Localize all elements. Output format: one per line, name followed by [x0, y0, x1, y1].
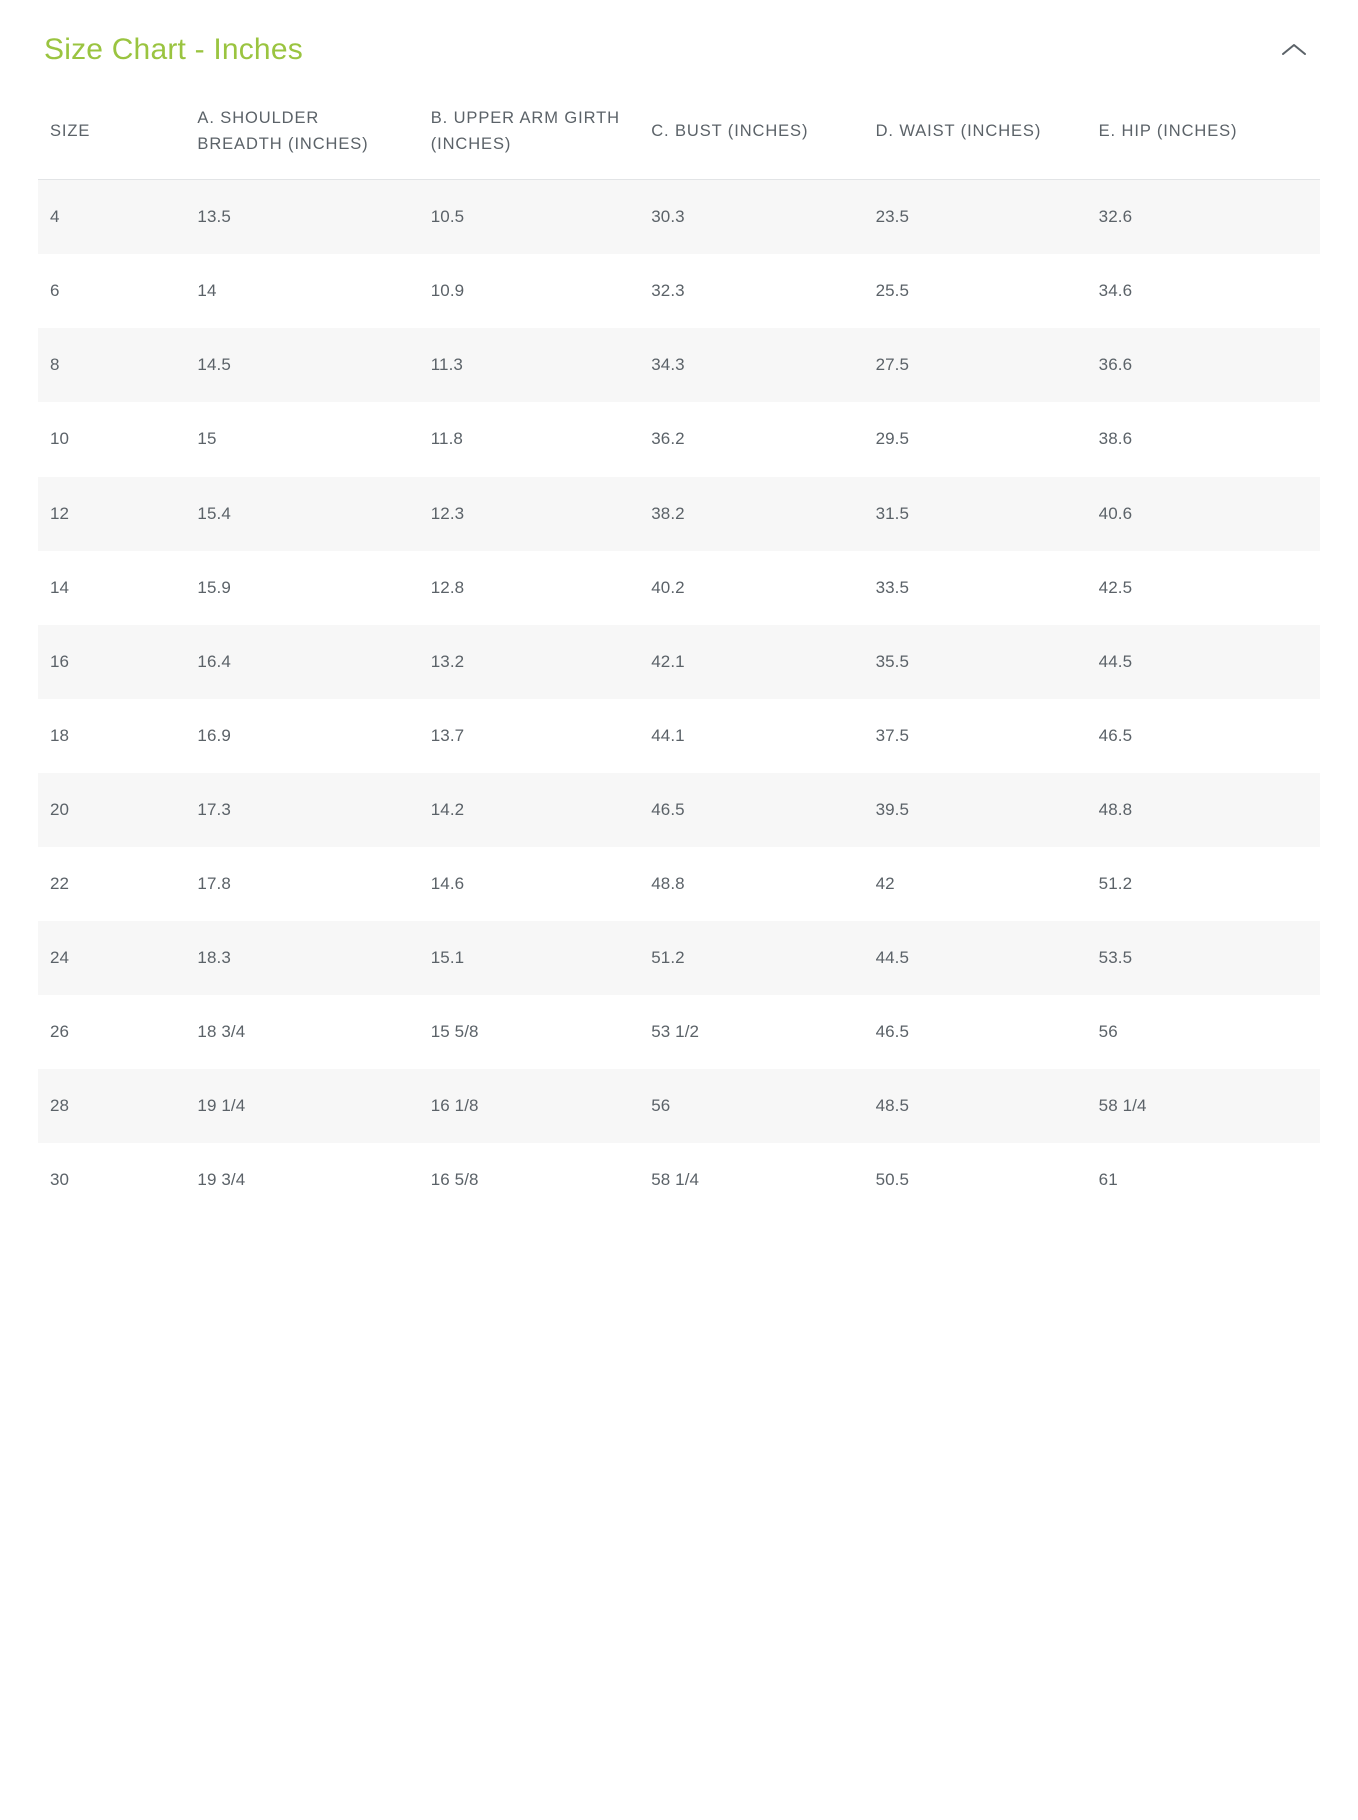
cell-waist: 27.5: [875, 355, 910, 375]
cell-waist: 35.5: [875, 651, 910, 671]
cell-waist: 50.5: [875, 1170, 910, 1190]
cell-waist: 39.5: [875, 799, 910, 819]
cell-shoulder: 17.8: [197, 873, 231, 893]
size-chart-table-wrapper: [28, 96, 1330, 1217]
size-chart-table: [38, 96, 1320, 1217]
cell-waist: 44.5: [875, 948, 910, 968]
cell-arm: 16 5/8: [430, 1170, 479, 1190]
cell-size: 22: [50, 873, 70, 893]
cell-bust: 32.3: [651, 281, 685, 301]
table-row: [38, 773, 1320, 847]
cell-arm: 11.8: [430, 429, 463, 449]
cell-shoulder: 14.5: [197, 355, 231, 375]
cell-size: 24: [50, 948, 70, 968]
cell-waist: 25.5: [875, 281, 910, 301]
cell-waist: 42: [875, 873, 895, 893]
cell-hip: 56: [1098, 1022, 1118, 1042]
cell-size: 18: [50, 725, 70, 745]
page-title: Size Chart - Inches: [44, 33, 303, 66]
cell-size: 10: [50, 429, 70, 449]
cell-shoulder: 17.3: [197, 799, 231, 819]
cell-arm: 14.6: [430, 873, 465, 893]
cell-hip: 40.6: [1098, 503, 1133, 523]
cell-arm: 16 1/8: [430, 1096, 479, 1116]
cell-arm: 12.8: [430, 577, 465, 597]
table-row: [38, 847, 1320, 921]
table-row: [38, 699, 1320, 773]
cell-hip: 44.5: [1098, 651, 1133, 671]
column-header-waist: D. WAIST (INCHES): [864, 96, 1087, 180]
cell-arm: 15 5/8: [430, 1022, 479, 1042]
cell-bust: 42.1: [651, 651, 685, 671]
cell-bust: 53 1/2: [651, 1022, 700, 1042]
cell-bust: 44.1: [651, 725, 685, 745]
cell-bust: 30.3: [651, 207, 685, 227]
cell-waist: 33.5: [875, 577, 910, 597]
cell-size: 12: [50, 503, 70, 523]
cell-hip: 51.2: [1098, 873, 1133, 893]
cell-arm: 12.3: [430, 503, 465, 523]
table-body: [38, 180, 1320, 1218]
cell-hip: 42.5: [1098, 577, 1133, 597]
cell-hip: 34.6: [1098, 281, 1133, 301]
cell-size: 16: [50, 651, 70, 671]
cell-size: 28: [50, 1096, 70, 1116]
cell-hip: 32.6: [1098, 207, 1133, 227]
column-header-arm: B. UPPER ARM GIRTH (INCHES): [419, 96, 640, 180]
cell-hip: 48.8: [1098, 799, 1133, 819]
cell-bust: 40.2: [651, 577, 685, 597]
cell-arm: 13.2: [430, 651, 465, 671]
table-row: [38, 995, 1320, 1069]
cell-bust: 46.5: [651, 799, 685, 819]
cell-size: 4: [50, 207, 60, 227]
cell-arm: 10.9: [430, 281, 465, 301]
cell-waist: 23.5: [875, 207, 910, 227]
cell-size: 14: [50, 577, 70, 597]
cell-waist: 37.5: [875, 725, 910, 745]
cell-hip: 58 1/4: [1098, 1096, 1147, 1116]
cell-shoulder: 19 3/4: [197, 1170, 246, 1190]
table-row: [38, 625, 1320, 699]
cell-hip: 53.5: [1098, 948, 1133, 968]
cell-waist: 29.5: [875, 429, 910, 449]
cell-waist: 31.5: [875, 503, 910, 523]
cell-waist: 46.5: [875, 1022, 910, 1042]
table-row: [38, 328, 1320, 402]
cell-shoulder: 19 1/4: [197, 1096, 246, 1116]
table-header-row-group: [38, 96, 1320, 180]
column-header-bust: C. BUST (INCHES): [639, 96, 863, 180]
cell-size: 20: [50, 799, 70, 819]
cell-hip: 36.6: [1098, 355, 1133, 375]
cell-shoulder: 14: [197, 281, 217, 301]
cell-shoulder: 15: [197, 429, 217, 449]
cell-hip: 61: [1098, 1170, 1118, 1190]
cell-bust: 38.2: [651, 503, 685, 523]
size-chart-header[interactable]: [28, 0, 1330, 96]
table-row: [38, 551, 1320, 625]
cell-bust: 58 1/4: [651, 1170, 700, 1190]
table-row: [38, 1069, 1320, 1143]
cell-bust: 51.2: [651, 948, 685, 968]
table-header-row: [38, 96, 1320, 180]
cell-size: 26: [50, 1022, 70, 1042]
table-row: [38, 180, 1320, 255]
table-row: [38, 477, 1320, 551]
cell-shoulder: 13.5: [197, 207, 231, 227]
cell-shoulder: 16.9: [197, 725, 231, 745]
cell-shoulder: 18.3: [197, 948, 231, 968]
cell-waist: 48.5: [875, 1096, 910, 1116]
table-row: [38, 402, 1320, 476]
cell-arm: 14.2: [430, 799, 465, 819]
cell-arm: 10.5: [430, 207, 465, 227]
cell-bust: 48.8: [651, 873, 685, 893]
column-header-shoulder: A. SHOULDER BREADTH (INCHES): [185, 96, 418, 180]
cell-shoulder: 15.4: [197, 503, 231, 523]
cell-shoulder: 18 3/4: [197, 1022, 246, 1042]
cell-shoulder: 15.9: [197, 577, 231, 597]
table-row: [38, 1143, 1320, 1217]
table-row: [38, 921, 1320, 995]
cell-arm: 13.7: [430, 725, 465, 745]
cell-size: 8: [50, 355, 60, 375]
column-header-hip: E. HIP (INCHES): [1087, 96, 1320, 180]
cell-size: 6: [50, 281, 60, 301]
cell-shoulder: 16.4: [197, 651, 231, 671]
cell-bust: 34.3: [651, 355, 685, 375]
cell-arm: 15.1: [430, 948, 465, 968]
chevron-up-icon[interactable]: [1274, 30, 1314, 70]
cell-hip: 46.5: [1098, 725, 1133, 745]
cell-arm: 11.3: [430, 355, 463, 375]
cell-bust: 36.2: [651, 429, 685, 449]
cell-size: 30: [50, 1170, 70, 1190]
table-row: [38, 254, 1320, 328]
cell-hip: 38.6: [1098, 429, 1133, 449]
cell-bust: 56: [651, 1096, 671, 1116]
column-header-size: SIZE: [38, 96, 185, 180]
